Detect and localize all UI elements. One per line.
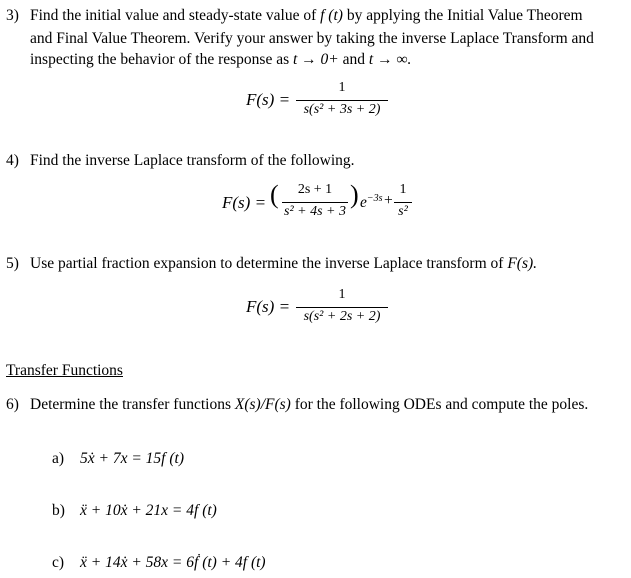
q5-fs: F(s). <box>507 255 538 272</box>
q5-eq-lhs: F(s) = <box>246 297 291 316</box>
q6-part-c-eq: ẍ + 14ẋ + 58x = 6ḟ (t) + 4f (t) <box>80 554 266 571</box>
q4-eq-num: 2s + 1 <box>297 182 333 197</box>
q6-line <box>30 394 588 416</box>
q3-t1: t → 0+ <box>293 51 339 68</box>
q3-line1 <box>30 5 583 27</box>
q3-eq-fraction-bar <box>296 100 388 101</box>
q4-plus: + <box>384 192 393 209</box>
q6-tf: X(s)/F(s) <box>234 396 291 413</box>
q4-exp <box>360 193 383 212</box>
q3-eq-num: 1 <box>338 80 346 95</box>
q4-den2: s² <box>398 204 408 219</box>
q4-right-paren: ) <box>350 180 359 209</box>
q4-eq-lhs: F(s) = <box>222 193 267 212</box>
q6-part-c-label: c) <box>52 554 65 571</box>
q6-text2: for the following ODEs and compute the poles. <box>294 396 589 413</box>
q4-eq-den: s² + 4s + 3 <box>284 204 346 219</box>
q3-line1-text: Find the initial value and steady-state value of <box>30 7 317 24</box>
q6-number: 6) <box>6 396 19 413</box>
q3-line3-text: inspecting the behavior of the response as <box>30 51 290 68</box>
q6-part-b-label: b) <box>52 502 65 519</box>
q3-t2: t → ∞. <box>368 51 412 68</box>
q5-text: Use partial fraction expansion to determine the inverse Laplace transform of <box>30 255 504 272</box>
q4-eq-fraction-bar <box>282 202 348 203</box>
q4-exp-sup: −3s <box>366 193 383 204</box>
q4-fraction-bar-2 <box>394 202 412 203</box>
q5-eq-fraction-bar <box>296 307 388 308</box>
q3-fvar: f (t) <box>320 7 343 24</box>
q5-eq-den: s(s² + 2s + 2) <box>303 309 381 324</box>
q3-line3 <box>30 49 411 71</box>
q4-text: Find the inverse Laplace transform of the following. <box>30 152 355 169</box>
q6-text: Determine the transfer functions <box>30 396 231 413</box>
q3-eq-den: s(s² + 3s + 2) <box>303 102 381 117</box>
section-title: Transfer Functions <box>6 362 123 379</box>
q4-exp-base: e <box>360 194 367 212</box>
q6-part-a-eq: 5ẋ + 7x = 15f (t) <box>80 450 184 467</box>
q3-eq-lhs: F(s) = <box>246 90 291 109</box>
q3-line2: and Final Value Theorem. Verify your answer by taking the inverse Laplace Transform and <box>30 30 594 47</box>
q4-left-paren: ( <box>270 180 279 209</box>
q6-part-a-label: a) <box>52 450 65 467</box>
q5-eq-num: 1 <box>338 287 346 302</box>
q3-line1b: by applying the Initial Value Theorem <box>346 7 583 24</box>
q3-number: 3) <box>6 7 19 24</box>
q5-number: 5) <box>6 255 19 272</box>
q6-part-b-eq: ẍ + 10ẋ + 21x = 4f (t) <box>80 502 217 519</box>
q3-and: and <box>342 51 366 68</box>
q4-num2: 1 <box>399 182 407 197</box>
q4-number: 4) <box>6 152 19 169</box>
q5-line <box>30 253 537 275</box>
